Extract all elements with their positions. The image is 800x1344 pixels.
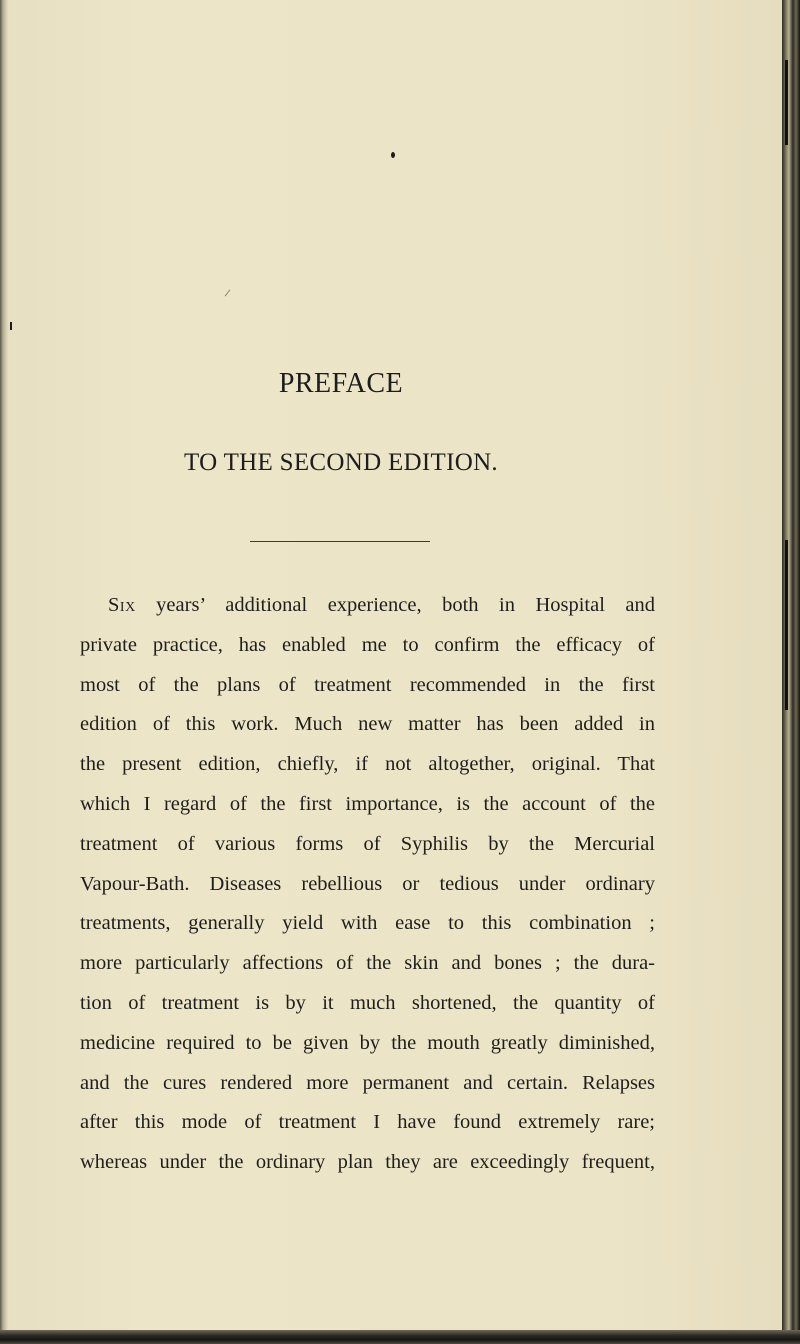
paragraph-line: treatment of various forms of Syphilis by the Mercurial: [80, 832, 655, 855]
paragraph-line: [80, 586, 655, 626]
margin-mark: [10, 322, 12, 330]
paragraph-line: tion of treatment is by it much shortened, the quantity of: [80, 991, 655, 1014]
book-binding-edge: [782, 0, 800, 1344]
paragraph-line: medicine required to be given by the mouth greatly diminished,: [80, 1031, 655, 1054]
paragraph-line: more particularly affections of the skin and bones ; the dura-: [80, 952, 655, 975]
paragraph-line: private practice, has enabled me to confirm the efficacy of: [80, 633, 655, 656]
book-bottom-edge: [0, 1330, 800, 1344]
page-subtitle: TO THE SECOND EDITION.: [184, 449, 498, 476]
paragraph-line: edition of this work. Much new matter has been added in: [80, 713, 655, 736]
preface-paragraph: [80, 586, 655, 1183]
paragraph-line-text: years’ additional experience, both in Hospital and: [135, 594, 655, 616]
paper-mark: [225, 290, 231, 297]
paragraph-line: which I regard of the first importance, is the account of the: [80, 792, 655, 815]
page-title: PREFACE: [278, 368, 404, 399]
left-page-shadow: [0, 0, 8, 1344]
title-divider: [250, 541, 430, 542]
paragraph-line: and the cures rendered more permanent and certain. Relapses: [80, 1071, 655, 1094]
paragraph-line: after this mode of treatment I have found extremely rare;: [80, 1111, 655, 1134]
ink-speck: [391, 152, 395, 158]
paragraph-line: treatments, generally yield with ease to this combination ;: [80, 912, 655, 935]
paragraph-lead-word: Six: [108, 594, 136, 616]
paragraph-line: whereas under the ordinary plan they are exceedingly frequent,: [80, 1151, 655, 1174]
paragraph-line: the present edition, chiefly, if not altogether, original. That: [80, 753, 655, 776]
paragraph-line: Vapour-Bath. Diseases rebellious or tedious under ordinary: [80, 872, 655, 895]
paragraph-line: most of the plans of treatment recommended in the first: [80, 673, 655, 696]
